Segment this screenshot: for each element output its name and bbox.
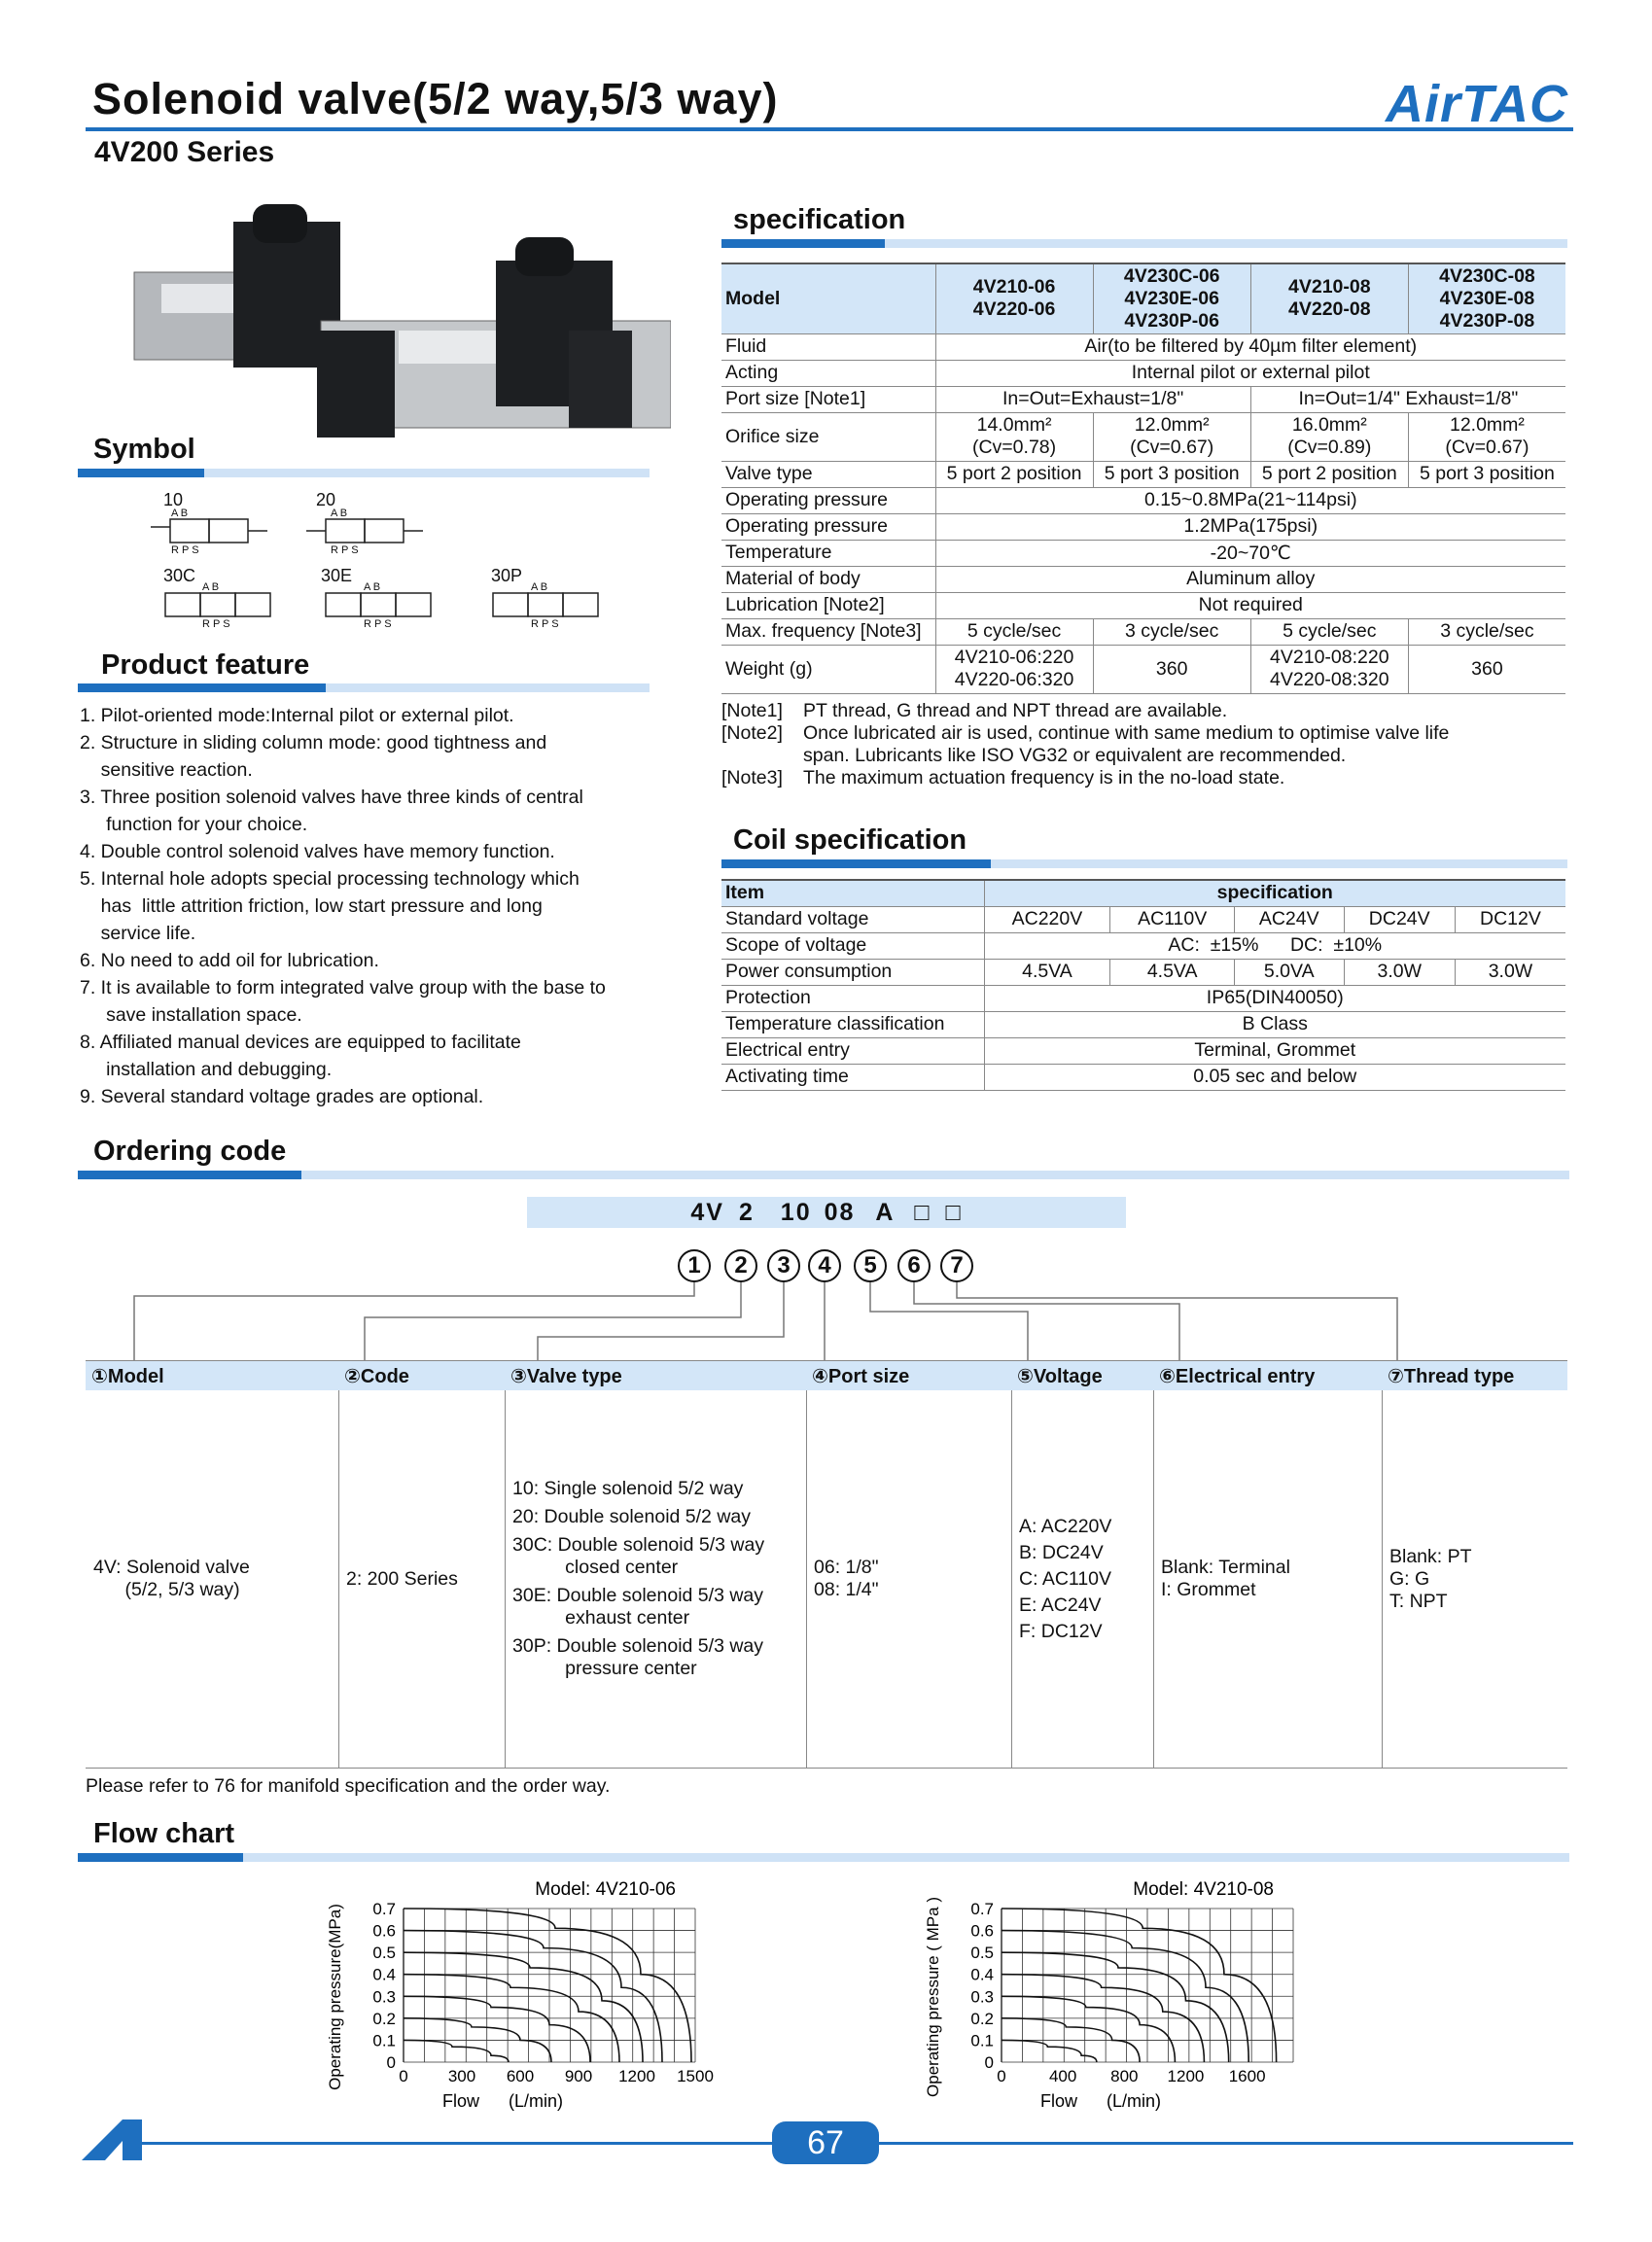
order-footnote: Please refer to 76 for manifold specification and the order way. xyxy=(86,1775,611,1797)
x-tick-label: 300 xyxy=(447,2067,476,2085)
feature-line: 8. Affiliated manual devices are equipped to facilitate xyxy=(80,1032,521,1053)
option-line: (5/2, 5/3 way) xyxy=(93,1579,240,1600)
row-value: AC: ±15% DC: ±10% xyxy=(984,932,1565,959)
feature-line: 9. Several standard voltage grades are optional. xyxy=(80,1086,484,1107)
y-tick-label: 0.7 xyxy=(372,1900,396,1918)
y-tick-label: 0.1 xyxy=(372,2031,396,2050)
row-label: Valve type xyxy=(721,461,935,487)
symbol-ports-top-30e: A B xyxy=(364,581,381,593)
order-divider xyxy=(505,1390,506,1768)
option-line: G: G xyxy=(1389,1567,1430,1590)
row-value: 5.0VA xyxy=(1234,959,1344,985)
row-value xyxy=(1250,645,1408,693)
flow-curve xyxy=(1002,2040,1097,2062)
option-line: pressure center xyxy=(512,1658,697,1679)
option-line: 4V: Solenoid valve xyxy=(93,1557,250,1578)
x-tick-label: 1200 xyxy=(1167,2067,1205,2085)
symbol-diagrams xyxy=(146,488,671,634)
note-text: span. Lubricants like ISO VG32 or equivalent are recommended. xyxy=(803,745,1347,766)
code-circle-5: 5 xyxy=(854,1249,887,1282)
option-line: exhaust center xyxy=(512,1607,690,1629)
feature-rule xyxy=(78,683,650,692)
row-value xyxy=(935,412,1093,461)
order-head-port-size: ④Port size xyxy=(806,1361,1011,1390)
feature-line: function for your choice. xyxy=(80,814,308,835)
model-col-1 xyxy=(935,263,1093,333)
x-tick-label: 400 xyxy=(1048,2067,1077,2085)
order-code-bar xyxy=(527,1197,1126,1228)
order-head-code: ②Code xyxy=(338,1361,505,1390)
feature-line: 4. Double control solenoid valves have memory function. xyxy=(80,841,555,862)
product-image xyxy=(126,204,671,438)
spec-notes xyxy=(721,700,1567,789)
y-tick-label: 0.1 xyxy=(970,2031,994,2050)
x-axis-label: Flow (L/min) xyxy=(442,2091,564,2111)
code-part: 2 xyxy=(738,1199,755,1226)
code-part: 08 xyxy=(824,1199,856,1226)
row-value: 5 cycle/sec xyxy=(935,618,1093,645)
page-number: 67 xyxy=(772,2121,879,2164)
note-line xyxy=(721,700,1567,722)
y-tick-label: 0.4 xyxy=(372,1965,396,1984)
row-label: Acting xyxy=(721,360,935,386)
spec-row-valve-type xyxy=(721,461,1565,487)
code-part: A xyxy=(875,1199,895,1226)
row-value: 3.0W xyxy=(1455,959,1565,985)
note-text: Once lubricated air is used, continue with same medium to optimise valve life xyxy=(803,722,1450,744)
row-value: IP65(DIN40050) xyxy=(984,985,1565,1011)
model-name: 4V220-08 xyxy=(1288,298,1371,321)
y-tick-label: 0.3 xyxy=(970,1987,994,2007)
feature-line: has little attrition friction, low start pressure and long xyxy=(80,895,543,917)
option-line: 30P: Double solenoid 5/3 way xyxy=(512,1635,764,1657)
model-col-4 xyxy=(1408,263,1565,333)
feature-line: service life. xyxy=(80,923,196,944)
feature-line: 7. It is available to form integrated valve group with the base to xyxy=(80,977,606,998)
order-head-model: ①Model xyxy=(86,1361,338,1390)
symbol-ports-top-20: A B xyxy=(331,508,348,519)
row-label: Operating pressure xyxy=(721,513,935,540)
symbol-label-30c: 30C xyxy=(163,566,196,585)
x-tick-label: 0 xyxy=(399,2067,408,2085)
row-label: Protection xyxy=(721,985,984,1011)
footer-logo-icon xyxy=(78,2118,146,2162)
feature-line: 6. No need to add oil for lubrication. xyxy=(80,950,379,971)
row-value: 360 xyxy=(1093,645,1250,693)
row-value: Internal pilot or external pilot xyxy=(935,360,1565,386)
model-label: Model xyxy=(721,263,935,333)
order-col-model xyxy=(88,1390,338,1768)
orifice-size: 14.0mm² xyxy=(976,414,1052,436)
option-line: 10: Single solenoid 5/2 way xyxy=(512,1478,744,1499)
spec-model-row xyxy=(721,263,1565,333)
spec-row-weight xyxy=(721,645,1565,693)
note-line xyxy=(721,745,1567,767)
flow-rule xyxy=(78,1853,1569,1862)
order-divider xyxy=(1382,1390,1383,1768)
code-circle-2: 2 xyxy=(724,1249,757,1282)
note-text: The maximum actuation frequency is in the no-load state. xyxy=(803,767,1285,788)
coil-row-activating xyxy=(721,1064,1565,1090)
option-line: 08: 1/4" xyxy=(814,1579,879,1600)
order-col-electrical xyxy=(1155,1390,1381,1768)
row-value: 3 cycle/sec xyxy=(1093,618,1250,645)
row-label: Temperature xyxy=(721,540,935,566)
chart-title: Model: 4V210-08 xyxy=(1133,1879,1274,1900)
row-value: Air(to be filtered by 40µm filter element) xyxy=(935,333,1565,360)
orifice-size: 12.0mm² xyxy=(1134,414,1210,436)
row-value: In=Out=1/4" Exhaust=1/8" xyxy=(1250,386,1565,412)
spec-row-material xyxy=(721,566,1565,592)
model-name: 4V230E-06 xyxy=(1124,287,1219,309)
y-tick-label: 0.2 xyxy=(970,2009,994,2028)
note-tag: [Note3] xyxy=(721,767,783,788)
symbol-ports-top-10: A B xyxy=(171,508,189,519)
row-value: Aluminum alloy xyxy=(935,566,1565,592)
symbol-ports-10: R P S xyxy=(171,544,199,556)
row-value: 0.15~0.8MPa(21~114psi) xyxy=(935,487,1565,513)
feature-line: 1. Pilot-oriented mode:Internal pilot or external pilot. xyxy=(80,705,514,726)
y-tick-label: 0 xyxy=(386,2053,396,2072)
option-line: 06: 1/8" xyxy=(814,1557,879,1578)
orifice-cv: (Cv=0.67) xyxy=(1130,437,1214,458)
symbol-label-30e: 30E xyxy=(321,566,353,585)
spec-rule xyxy=(721,239,1567,248)
x-tick-label: 1600 xyxy=(1228,2067,1266,2085)
symbol-label-20: 20 xyxy=(316,490,336,509)
option-line: B: DC24V xyxy=(1019,1541,1104,1563)
spec-heading: specification xyxy=(733,204,906,235)
row-label: Operating pressure xyxy=(721,487,935,513)
row-value: 5 port 2 position xyxy=(935,461,1093,487)
order-head-voltage: ⑤Voltage xyxy=(1011,1361,1153,1390)
y-tick-label: 0 xyxy=(984,2053,994,2072)
order-head-valve-type: ③Valve type xyxy=(505,1361,806,1390)
model-name: 4V220-06 xyxy=(972,298,1056,321)
y-tick-label: 0.4 xyxy=(970,1965,994,1984)
model-col-2 xyxy=(1093,263,1250,333)
y-tick-label: 0.5 xyxy=(372,1944,396,1963)
flow-curve xyxy=(1002,1952,1229,2062)
row-label: Electrical entry xyxy=(721,1037,984,1064)
note-tag xyxy=(721,745,803,767)
feature-line: 2. Structure in sliding column mode: good tightness and xyxy=(80,732,547,753)
option-line: 30E: Double solenoid 5/3 way xyxy=(512,1585,764,1606)
code-part: □ xyxy=(914,1199,931,1226)
note-text: PT thread, G thread and NPT thread are available. xyxy=(803,700,1228,721)
spec-row-orifice xyxy=(721,412,1565,461)
code-part: □ xyxy=(945,1199,963,1226)
valve-symbols xyxy=(146,488,671,634)
spec-row-acting xyxy=(721,360,1565,386)
code-circle-1: 1 xyxy=(678,1249,711,1282)
coil-row-protection xyxy=(721,985,1565,1011)
option-line: F: DC12V xyxy=(1019,1620,1103,1642)
product-photo xyxy=(126,204,671,438)
row-label: Temperature classification xyxy=(721,1011,984,1037)
model-name: 4V230C-08 xyxy=(1439,264,1535,287)
x-tick-label: 800 xyxy=(1110,2067,1139,2085)
row-label: Orifice size xyxy=(721,412,935,461)
option-line: C: AC110V xyxy=(1019,1567,1112,1590)
row-value: 360 xyxy=(1408,645,1565,693)
model-name: 4V230E-08 xyxy=(1439,287,1535,309)
y-axis-label: Operating pressure(MPa) xyxy=(326,1904,344,2090)
row-value xyxy=(1093,412,1250,461)
symbol-ports-30e: R P S xyxy=(364,618,392,630)
order-col-valve-type xyxy=(507,1390,806,1768)
option-line: 30C: Double solenoid 5/3 way xyxy=(512,1534,765,1556)
row-value: 5 port 3 position xyxy=(1093,461,1250,487)
orifice-size: 12.0mm² xyxy=(1449,414,1525,436)
coil-table xyxy=(721,879,1565,1091)
x-tick-label: 1200 xyxy=(618,2067,655,2085)
flow-curve xyxy=(1002,1996,1175,2062)
code-circle-4: 4 xyxy=(808,1249,841,1282)
weight-line: 4V220-08:320 xyxy=(1270,669,1389,690)
model-name: 4V210-08 xyxy=(1288,276,1371,298)
spec-row-temperature xyxy=(721,540,1565,566)
row-value xyxy=(1408,412,1565,461)
note-line xyxy=(721,722,1567,745)
coil-row-power xyxy=(721,959,1565,985)
flow-curve xyxy=(404,2040,509,2062)
row-value: DC12V xyxy=(1455,906,1565,932)
coil-item-label: Item xyxy=(721,880,984,906)
feature-line: 5. Internal hole adopts special processing technology which xyxy=(80,868,580,890)
option-line: E: AC24V xyxy=(1019,1594,1102,1616)
row-value: 4.5VA xyxy=(984,959,1110,985)
row-label: Material of body xyxy=(721,566,935,592)
model-name: 4V230P-08 xyxy=(1439,309,1535,332)
row-value: AC24V xyxy=(1234,906,1344,932)
feature-list xyxy=(80,702,683,1110)
order-divider xyxy=(806,1390,807,1768)
row-label: Lubrication [Note2] xyxy=(721,592,935,618)
order-divider xyxy=(1153,1390,1154,1768)
symbol-rule xyxy=(78,469,650,477)
brand-logo: AirTAC xyxy=(1386,75,1568,133)
y-tick-label: 0.2 xyxy=(372,2009,396,2028)
coil-spec-label: specification xyxy=(984,880,1565,906)
row-value: 5 port 3 position xyxy=(1408,461,1565,487)
order-divider xyxy=(1011,1390,1012,1768)
order-head-electrical: ⑥Electrical entry xyxy=(1153,1361,1382,1390)
row-value: DC24V xyxy=(1344,906,1455,932)
model-name: 4V210-06 xyxy=(972,276,1056,298)
feature-line: 3. Three position solenoid valves have three kinds of central xyxy=(80,787,583,808)
flow-curve xyxy=(404,1952,643,2062)
order-col-code xyxy=(340,1390,504,1768)
spec-row-port-size xyxy=(721,386,1565,412)
row-label: Power consumption xyxy=(721,959,984,985)
feature-line: sensitive reaction. xyxy=(80,759,253,781)
spec-row-proof-pressure xyxy=(721,513,1565,540)
symbol-ports-top-30c: A B xyxy=(202,581,220,593)
symbol-ports-top-30p: A B xyxy=(531,581,548,593)
flow-heading: Flow chart xyxy=(93,1818,235,1849)
order-table-bottom-rule xyxy=(86,1768,1567,1769)
y-tick-label: 0.6 xyxy=(372,1921,396,1941)
title-rule xyxy=(86,127,1573,131)
coil-rule xyxy=(721,859,1567,868)
order-col-voltage xyxy=(1013,1390,1153,1768)
chart-title: Model: 4V210-06 xyxy=(535,1879,676,1900)
code-circle-3: 3 xyxy=(767,1249,800,1282)
ordering-rule xyxy=(78,1171,1569,1179)
option-line: Blank: PT xyxy=(1389,1545,1472,1567)
row-value: -20~70℃ xyxy=(935,540,1565,566)
option-line: I: Grommet xyxy=(1161,1579,1256,1600)
y-axis-label: Operating pressure ( MPa ) xyxy=(924,1897,942,2097)
coil-row-scope xyxy=(721,932,1565,959)
note-tag: [Note1] xyxy=(721,700,783,721)
series-title: 4V200 Series xyxy=(94,136,275,168)
symbol-heading: Symbol xyxy=(93,434,195,465)
symbol-ports-30c: R P S xyxy=(202,618,230,630)
row-value: 0.05 sec and below xyxy=(984,1064,1565,1090)
order-head-thread: ⑦Thread type xyxy=(1382,1361,1567,1390)
row-value: 3 cycle/sec xyxy=(1408,618,1565,645)
option-line: closed center xyxy=(512,1557,679,1578)
note-tag: [Note2] xyxy=(721,722,783,744)
row-value: 5 cycle/sec xyxy=(1250,618,1408,645)
symbol-ports-20: R P S xyxy=(331,544,359,556)
option-line: 2: 200 Series xyxy=(346,1567,458,1590)
code-circle-6: 6 xyxy=(897,1249,931,1282)
coil-head-row xyxy=(721,880,1565,906)
spec-table xyxy=(721,263,1565,694)
symbol-ports-30p: R P S xyxy=(531,618,559,630)
orifice-cv: (Cv=0.78) xyxy=(971,437,1057,458)
weight-line: 4V210-06:220 xyxy=(954,647,1074,668)
x-tick-label: 0 xyxy=(997,2067,1006,2085)
row-label: Fluid xyxy=(721,333,935,360)
weight-line: 4V210-08:220 xyxy=(1270,647,1389,668)
orifice-size: 16.0mm² xyxy=(1291,414,1367,436)
row-value: 4.5VA xyxy=(1110,959,1235,985)
model-name: 4V230P-06 xyxy=(1124,309,1219,332)
row-value xyxy=(935,645,1093,693)
flow-chart-4v210-08 xyxy=(919,1872,1347,2115)
row-value: 3.0W xyxy=(1344,959,1455,985)
option-line: 20: Double solenoid 5/2 way xyxy=(512,1506,751,1527)
coil-heading: Coil specification xyxy=(733,824,967,856)
y-tick-label: 0.3 xyxy=(372,1987,396,2007)
symbol-label-30p: 30P xyxy=(491,566,523,585)
row-value: Not required xyxy=(935,592,1565,618)
order-divider xyxy=(338,1390,339,1768)
ordering-heading: Ordering code xyxy=(93,1136,287,1167)
orifice-cv: (Cv=0.89) xyxy=(1287,437,1372,458)
row-value: 5 port 2 position xyxy=(1250,461,1408,487)
option-line: T: NPT xyxy=(1389,1590,1448,1612)
row-value: AC220V xyxy=(984,906,1110,932)
row-value: Terminal, Grommet xyxy=(984,1037,1565,1064)
weight-line: 4V220-06:320 xyxy=(954,669,1074,690)
row-value: B Class xyxy=(984,1011,1565,1037)
row-label: Port size [Note1] xyxy=(721,386,935,412)
y-tick-label: 0.6 xyxy=(970,1921,994,1941)
y-tick-label: 0.7 xyxy=(970,1900,994,1918)
row-value: AC110V xyxy=(1110,906,1235,932)
coil-row-voltage xyxy=(721,906,1565,932)
row-value: In=Out=Exhaust=1/8" xyxy=(935,386,1250,412)
code-part: 10 xyxy=(780,1199,812,1226)
code-part: 4V xyxy=(690,1199,724,1226)
feature-line: installation and debugging. xyxy=(80,1059,333,1080)
order-connectors xyxy=(0,1282,1652,1362)
flow-curve xyxy=(404,1996,590,2062)
row-label: Weight (g) xyxy=(721,645,935,693)
row-label: Max. frequency [Note3] xyxy=(721,618,935,645)
order-col-thread xyxy=(1384,1390,1566,1768)
orifice-cv: (Cv=0.67) xyxy=(1445,437,1529,458)
option-line: A: AC220V xyxy=(1019,1515,1112,1537)
spec-row-lubrication xyxy=(721,592,1565,618)
note-line xyxy=(721,767,1567,789)
x-tick-label: 1500 xyxy=(677,2067,714,2085)
row-label: Standard voltage xyxy=(721,906,984,932)
flow-chart-4v210-06 xyxy=(321,1872,749,2115)
page-title: Solenoid valve(5/2 way,5/3 way) xyxy=(92,74,779,123)
x-axis-label: Flow (L/min) xyxy=(1040,2091,1162,2111)
spec-row-frequency xyxy=(721,618,1565,645)
spec-row-fluid xyxy=(721,333,1565,360)
model-name: 4V230C-06 xyxy=(1123,264,1220,287)
x-tick-label: 900 xyxy=(564,2067,593,2085)
model-col-3 xyxy=(1250,263,1408,333)
row-value xyxy=(1250,412,1408,461)
coil-row-temp-class xyxy=(721,1011,1565,1037)
row-label: Activating time xyxy=(721,1064,984,1090)
order-col-port-size xyxy=(808,1390,1010,1768)
y-tick-label: 0.5 xyxy=(970,1944,994,1963)
feature-heading: Product feature xyxy=(101,649,310,681)
option-line: Blank: Terminal xyxy=(1161,1557,1290,1578)
symbol-label-10: 10 xyxy=(163,490,184,509)
row-value: 1.2MPa(175psi) xyxy=(935,513,1565,540)
row-label: Scope of voltage xyxy=(721,932,984,959)
code-circle-7: 7 xyxy=(940,1249,973,1282)
feature-line: save installation space. xyxy=(80,1004,302,1026)
coil-row-entry xyxy=(721,1037,1565,1064)
spec-row-operating-pressure xyxy=(721,487,1565,513)
x-tick-label: 600 xyxy=(506,2067,535,2085)
